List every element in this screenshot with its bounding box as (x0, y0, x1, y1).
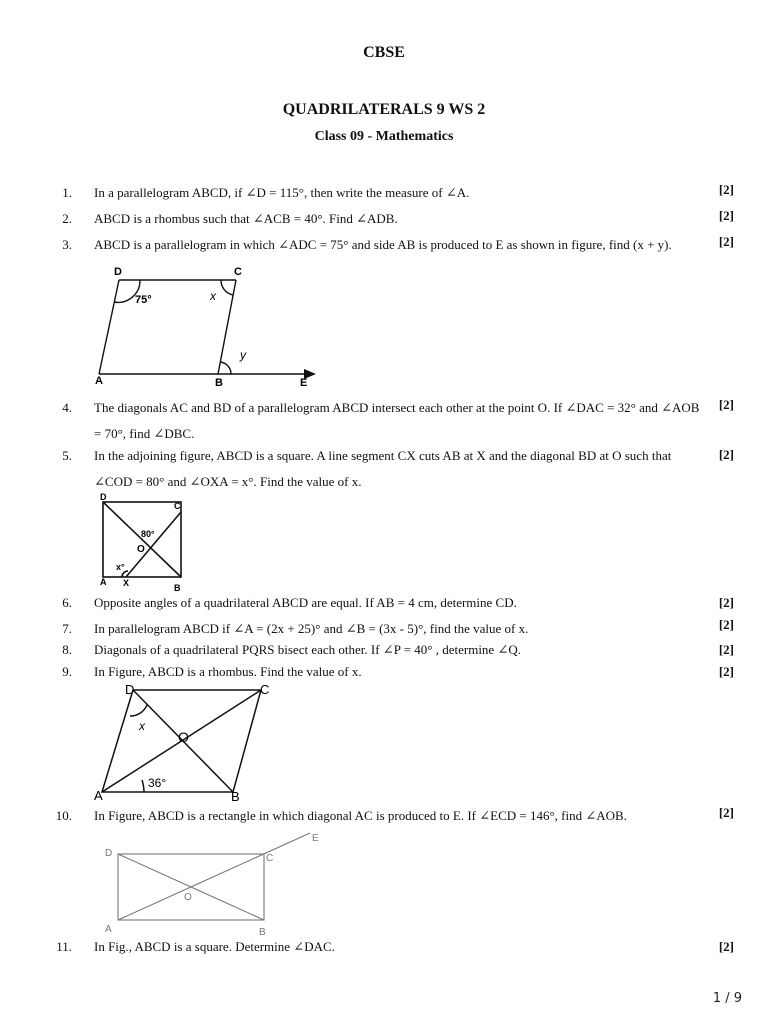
angle-var-x: x (139, 719, 145, 733)
worksheet-board: CBSE (363, 44, 405, 61)
vertex-label-d: D (125, 682, 135, 697)
question-marks: [2] (718, 595, 734, 610)
point-label-e: E (312, 833, 319, 844)
question-marks: [2] (718, 182, 734, 197)
question-number: 2. (62, 211, 72, 226)
question-number: 4. (62, 400, 72, 415)
vertex-label-d: D (114, 266, 122, 278)
vertex-label-c: C (174, 501, 181, 511)
question-number: 9. (62, 664, 72, 679)
angle-var-y: y (240, 348, 246, 362)
angle-label-36: 36° (148, 776, 167, 790)
question-number: 6. (62, 595, 72, 610)
page-indicator: 1 / 9 (712, 991, 742, 1006)
worksheet-subtitle: Class 09 - Mathematics (314, 129, 454, 144)
worksheet-title: QUADRILATERALS 9 WS 2 (282, 101, 486, 118)
question-marks: [2] (718, 617, 734, 632)
figure-q9-rhombus (90, 680, 280, 804)
angle-label-75: 75° (135, 294, 152, 306)
vertex-label-a: A (105, 924, 112, 935)
vertex-label-c: C (234, 266, 242, 278)
question-number: 3. (62, 237, 72, 252)
question-marks: [2] (718, 397, 734, 412)
question-text: The diagonals AC and BD of a parallelogram ABCD intersect each other at the point O. If ∠DAC = 32° and ∠AOB = 70°, find ∠DBC. (94, 400, 700, 441)
figure-q5-square (94, 490, 194, 596)
point-label-o: O (184, 892, 192, 903)
vertex-label-a: A (95, 375, 103, 387)
question-marks: [2] (718, 939, 734, 954)
question-number: 1. (62, 185, 72, 200)
figure-q3-parallelogram (90, 262, 330, 392)
question-text: In a parallelogram ABCD, if ∠D = 115°, then write the measure of ∠A. (94, 185, 470, 200)
vertex-label-d: D (105, 848, 113, 859)
vertex-label-d: D (100, 492, 107, 502)
question-text: Opposite angles of a quadrilateral ABCD are equal. If AB = 4 cm, determine CD. (94, 595, 517, 610)
angle-label-80: 80° (141, 529, 155, 539)
vertex-label-b: B (174, 583, 181, 593)
question-number: 7. (62, 621, 72, 636)
angle-var-x: x (210, 289, 216, 303)
question-marks: [2] (718, 642, 734, 657)
question-marks: [2] (718, 664, 734, 679)
question-number: 10. (55, 808, 72, 823)
question-number: 5. (62, 448, 72, 463)
vertex-label-a: A (94, 788, 103, 803)
point-label-o: O (178, 729, 189, 745)
angle-var-x: x° (116, 562, 125, 572)
vertex-label-c: C (260, 682, 270, 697)
question-marks: [2] (718, 234, 734, 249)
vertex-label-b: B (231, 789, 240, 804)
question-text: In parallelogram ABCD if ∠A = (2x + 25)° and ∠B = (3x - 5)°, find the value of x. (94, 621, 529, 636)
vertex-label-b: B (215, 377, 223, 389)
question-marks: [2] (718, 805, 734, 820)
vertex-label-a: A (100, 577, 107, 587)
question-text: In Figure, ABCD is a rectangle in which diagonal AC is produced to E. If ∠ECD = 146°, find ∠AOB. (94, 808, 627, 823)
point-label-e: E (300, 377, 308, 389)
question-text: ABCD is a parallelogram in which ∠ADC = 75° and side AB is produced to E as shown in figure, find (x + y). (94, 237, 672, 252)
vertex-label-b: B (259, 927, 266, 938)
question-text: Diagonals of a quadrilateral PQRS bisect each other. If ∠P = 40° , determine ∠Q. (94, 642, 521, 657)
question-marks: [2] (718, 208, 734, 223)
question-text: In Fig., ABCD is a square. Determine ∠DAC. (94, 939, 335, 954)
question-marks: [2] (718, 447, 734, 462)
question-text: In the adjoining figure, ABCD is a square. A line segment CX cuts AB at X and the diagonal BD at O such that ∠COD = 80° and ∠OXA = x°. Find the value of x. (94, 448, 672, 489)
vertex-label-c: C (266, 853, 274, 864)
point-label-o: O (137, 544, 145, 555)
point-label-x: X (123, 578, 130, 588)
figure-q10-rectangle (98, 828, 338, 940)
question-text: ABCD is a rhombus such that ∠ACB = 40°. Find ∠ADB. (94, 211, 398, 226)
question-number: 8. (62, 642, 72, 657)
question-number: 11. (56, 939, 72, 954)
question-text: In Figure, ABCD is a rhombus. Find the value of x. (94, 664, 362, 679)
